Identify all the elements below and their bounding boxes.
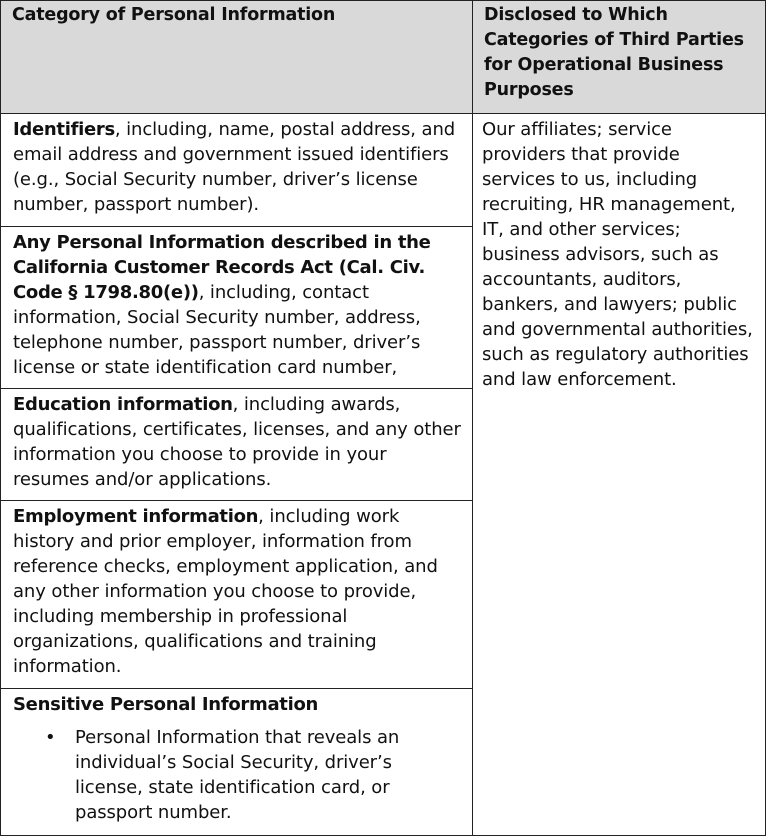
header-category [1, 1, 473, 114]
list-item: • Personal Information that reveals an individual’s Social Security, driver’s license, state identification card, or passport number. [75, 725, 464, 825]
category-description: , including, contact information, Social Security number, address, telephone number, passport number, driver’s license or state identification card number, [13, 282, 421, 378]
category-name: Employment information [13, 506, 259, 527]
table-header-row [1, 1, 766, 114]
category-cell-sensitive [1, 689, 473, 836]
header-category-label: Category of Personal Information [12, 5, 336, 25]
category-name: Education information [13, 394, 233, 415]
category-name: Any Personal Information described in the California Customer Records Act (Cal. Civ. Code § 1798.80(e)) [13, 232, 431, 303]
header-disclosed-label: Disclosed to Which Categories of Third Parties for Operational Business Purposes [484, 5, 744, 100]
disclosed-cell [473, 114, 766, 836]
category-cell-identifiers [1, 114, 473, 227]
disclosed-text: Our affiliates; service providers that provide services to us, including recruiting, HR management, IT, and other services; business advisors, such as accountants, auditors, bankers, and lawyers; public and governmental authorities, such as regulatory authorities and law enforcement. [482, 119, 753, 390]
category-description: , including work history and prior employer, information from reference checks, employment application, and any other information you choose to provide, including membership in professional organizations, qualifications and training information. [13, 506, 438, 677]
category-cell-california-records [1, 227, 473, 389]
category-cell-employment [1, 501, 473, 689]
category-name: Identifiers [13, 119, 115, 140]
category-cell-education [1, 389, 473, 501]
sensitive-list [13, 725, 464, 825]
category-description: , including awards, qualifications, certificates, licenses, and any other information you choose to provide in your resumes and/or applications. [13, 394, 461, 490]
category-description: , including, name, postal address, and email address and government issued identifiers (e.g., Social Security number, driver’s license number, passport number). [13, 119, 456, 215]
header-disclosed [473, 1, 766, 114]
table-row [1, 114, 766, 227]
sensitive-heading: Sensitive Personal Information [13, 694, 319, 715]
